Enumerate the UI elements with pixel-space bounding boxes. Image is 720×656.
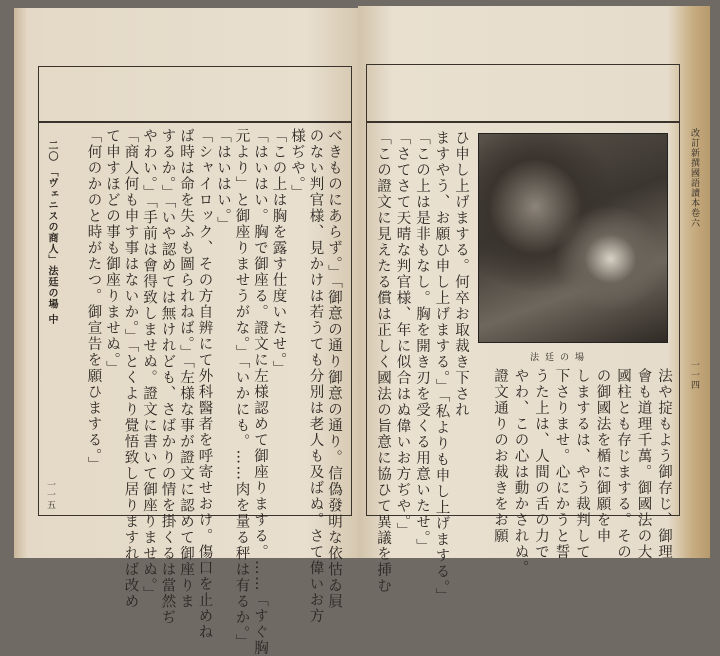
text-column: やわい。」「手前は會得致しませぬ。證文に書いて御座りませぬ。」 (141, 128, 157, 603)
text-column: 會も道理千萬。御國法の大 (635, 368, 652, 560)
right-header-rule (366, 121, 680, 123)
text-column: 法や掟もよう御存じ、御理 (656, 368, 672, 560)
right-page-number: 一一四 (689, 360, 699, 390)
text-column: 「この證文に見えたる償は正しく國法の旨意に協ひて異議を挿む (375, 130, 391, 594)
text-column: ひ申し上げまする。何卒お取裁き下され (453, 130, 469, 418)
illustration-caption: 法廷の場 (530, 353, 591, 363)
left-header-rule (38, 121, 352, 123)
text-column: の御國法を楯に御願を申 (594, 368, 611, 544)
text-column: べきものにあらず。」「御意の通り御意の通り。信偽發明な依怙ゐ屓 (326, 128, 342, 610)
text-column: ますやう、お願ひ申し上げまする。」「私よりも申し上げまする。」 (433, 130, 450, 605)
text-column: するか。」「いや認めては無けれども、さばかりの情を掛くるは當然ぢ (159, 128, 176, 626)
text-column: うた上は、人間の舌の力で (533, 368, 549, 560)
text-column: 「何のかのと時がたつ。御宣告を願ひまする。」 (85, 128, 102, 473)
left-margin-label: 二〇 「ヴェニスの商人」法廷の場 中 (46, 140, 57, 325)
left-page-number: 一一五 (45, 480, 55, 510)
text-column: 「この上は是非もなし。胸を開き刃を受くる用意いたせ。」 (414, 130, 430, 555)
text-column: 國柱とも存じまする。その (615, 368, 631, 560)
running-head: 改訂新撰國語讀本卷六 (689, 128, 699, 228)
text-column: 「さてさて天晴な判官様、年に似合はぬ偉いお方ぢや。」 (394, 130, 411, 539)
text-column: 證文通りのお裁きをお願 (492, 368, 508, 544)
text-column: 「シャイロック、その方自辨にて外科醫者を呼寄せおけ。傷口を止めね (196, 128, 213, 640)
text-column: しまするは、やう裁判して (574, 368, 590, 560)
text-column: 様ぢや。」 (289, 128, 305, 201)
text-column: 元より」と御座りませうがな。」「いかにも。……肉を量る秤は有るか。」 (233, 128, 250, 651)
text-column: のない判官様、見かけは若うても分別は老人も及ばぬ。さて偉いお方 (307, 128, 324, 624)
text-column: 「はいはい。胸で御座る。證文に左様認めて御座りまする。……「すぐ胸 (252, 128, 268, 656)
court-scene-illustration (478, 133, 668, 343)
text-column: 「この上は胸を露す仕度いたせ。」 (270, 128, 287, 377)
text-column: 「商人何も申す事はないか。」「とくより覺悟致し居りますれば改め (122, 128, 139, 610)
text-column: やわ、この心は動かされぬ。 (512, 368, 529, 576)
text-column: ば時は命を失ふも圖られねば。」「左様な事が證文に認めて御座りま (178, 128, 194, 610)
text-column: て申すほどの事も御座りませぬ。」 (104, 128, 120, 377)
text-column: 下さりませ。心にかうと誓 (553, 368, 570, 560)
text-column: 「はいはい。」 (215, 128, 231, 233)
